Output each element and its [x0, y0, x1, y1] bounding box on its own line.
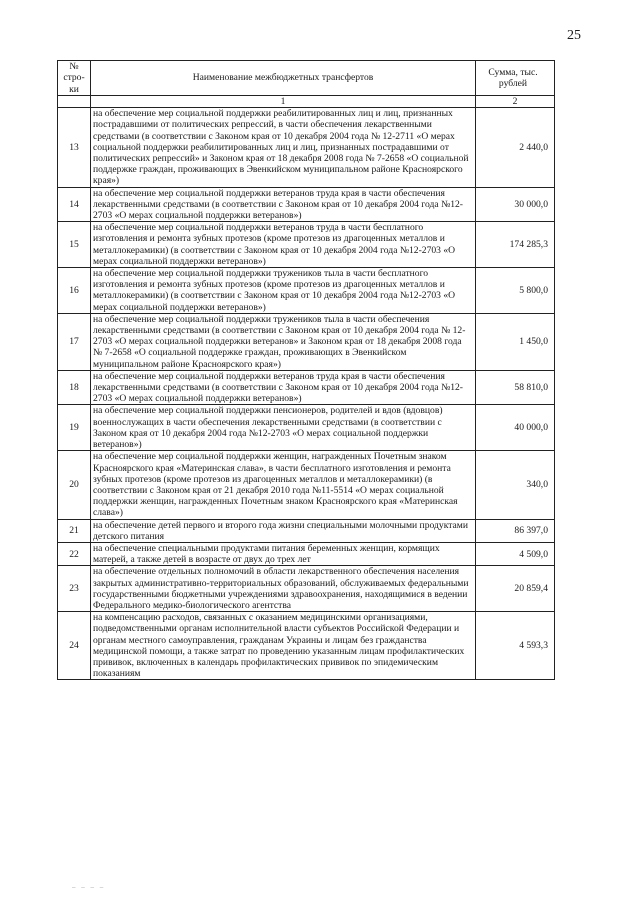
transfer-sum: 86 397,0: [476, 519, 555, 542]
table-row: [58, 313, 555, 370]
table-row: [58, 222, 555, 268]
transfer-name: на обеспечение мер социальной поддержки тружеников тыла в части бесплатного изготовления и ремонта зубных протезов (кроме протезов из драгоценных металлов и металлокерамики) (в соответствии с Законом края от 10 декабря 2004 года №12-2703 «О мерах социальной поддержки ветеранов»): [91, 268, 476, 314]
row-number: 21: [58, 519, 91, 542]
transfer-name: на обеспечение мер социальной поддержки ветеранов труда края в части обеспечения лекарственными средствами (в соответствии с Законом края от 10 декабря 2004 года №12-2703 «О мерах социальной поддержки ветеранов»): [91, 370, 476, 405]
table-row: [58, 187, 555, 222]
header-transfer-name: Наименование межбюджетных трансфертов: [91, 61, 476, 96]
column-index-2: 2: [476, 96, 555, 108]
transfer-sum: 1 450,0: [476, 313, 555, 370]
transfer-name: на обеспечение мер социальной поддержки ветеранов труда в части бесплатного изготовления и ремонта зубных протезов (кроме протезов из драгоценных металлов и металлокерамики) (в соответствии с Законом края от 10 декабря 2004 года №12-2703 «О мерах социальной поддержки ветеранов»): [91, 222, 476, 268]
row-number: 18: [58, 370, 91, 405]
column-index-row: [58, 96, 555, 108]
transfer-name: на обеспечение мер социальной поддержки пенсионеров, родителей и вдов (вдовцов) военнослужащих в части обеспечения лекарственными средствами (в соответствии с Законом края от 10 декабря 2004 года №12-2703 «О мерах социальной поддержки ветеранов»): [91, 405, 476, 451]
table-row: [58, 542, 555, 565]
transfer-name: на компенсацию расходов, связанных с оказанием медицинскими организациями, подведомственными органам исполнительной власти субъектов Российской Федерации и органам местного самоуправления, гражданам Украины и лицам без гражданства медицинской помощи, а также затрат по проведению указанным лицам профилактических прививок, включенных в календарь профилактических прививок по эпидемическим показаниям: [91, 612, 476, 680]
header-row-number: № стро-ки: [58, 61, 91, 96]
row-number: 19: [58, 405, 91, 451]
table-row: [58, 566, 555, 612]
transfer-name: на обеспечение мер социальной поддержки ветеранов труда края в части обеспечения лекарственными средствами (в соответствии с Законом края от 10 декабря 2004 года №12-2703 «О мерах социальной поддержки ветеранов»): [91, 187, 476, 222]
page-number: 25: [567, 28, 581, 43]
transfer-name: на обеспечение мер социальной поддержки реабилитированных лиц и лиц, признанных пострадавшими от политических репрессий, в части обеспечения лекарственными средствами (в соответствии с Законом края от 10 декабря 2004 года № 12-2711 «О мерах социальной поддержки реабилитированных лиц и лиц, признанных пострадавшими от политических репрессий» и Законом края от 18 декабря 2008 года № 7-2658 «О социальной поддержке граждан, проживающих в Эвенкийском муниципальном районе Красноярского края»): [91, 108, 476, 187]
transfer-sum: 20 859,4: [476, 566, 555, 612]
table-row: [58, 370, 555, 405]
row-number: 20: [58, 451, 91, 519]
transfer-sum: 5 800,0: [476, 268, 555, 314]
table-row: [58, 612, 555, 680]
column-index-1: 1: [91, 96, 476, 108]
row-number: 14: [58, 187, 91, 222]
row-number: 24: [58, 612, 91, 680]
scan-artifact: – – – –: [72, 883, 106, 891]
table-row: [58, 451, 555, 519]
transfer-sum: 58 810,0: [476, 370, 555, 405]
header-sum: Сумма, тыс. рублей: [476, 61, 555, 96]
transfer-sum: 4 593,3: [476, 612, 555, 680]
transfer-sum: 174 285,3: [476, 222, 555, 268]
row-number: 15: [58, 222, 91, 268]
transfers-table: [57, 60, 555, 680]
row-number: 17: [58, 313, 91, 370]
table-body: [58, 108, 555, 680]
transfer-sum: 40 000,0: [476, 405, 555, 451]
transfer-name: на обеспечение детей первого и второго года жизни специальными молочными продуктами детского питания: [91, 519, 476, 542]
transfer-sum: 340,0: [476, 451, 555, 519]
table-row: [58, 108, 555, 187]
row-number: 22: [58, 542, 91, 565]
table-row: [58, 268, 555, 314]
transfer-name: на обеспечение мер социальной поддержки женщин, награжденных Почетным знаком Красноярского края «Материнская слава», в части бесплатного изготовления и ремонта зубных протезов (кроме протезов из драгоценных металлов и металлокерамики) (в соответствии с Законом края от 21 декабря 2010 года №11-5514 «О мерах социальной поддержки женщин, награжденных Почетным знаком Красноярского края «Материнская слава»): [91, 451, 476, 519]
row-number: 16: [58, 268, 91, 314]
table-header-row: [58, 61, 555, 96]
transfer-sum: 30 000,0: [476, 187, 555, 222]
row-number: 13: [58, 108, 91, 187]
transfer-name: на обеспечение мер социальной поддержки тружеников тыла в части обеспечения лекарственными средствами (в соответствии с Законом края от 10 декабря 2004 года № 12-2703 «О мерах социальной поддержки ветеранов» и Законом края от 18 декабря 2008 года № 7-2658 «О социальной поддержке граждан, проживающих в Эвенкийском муниципальном районе Красноярского края»): [91, 313, 476, 370]
table-row: [58, 405, 555, 451]
column-index-empty: [58, 96, 91, 108]
transfer-sum: 2 440,0: [476, 108, 555, 187]
transfer-name: на обеспечение специальными продуктами питания беременных женщин, кормящих матерей, а также детей в возрасте от двух до трех лет: [91, 542, 476, 565]
transfer-sum: 4 509,0: [476, 542, 555, 565]
row-number: 23: [58, 566, 91, 612]
transfer-name: на обеспечение отдельных полномочий в области лекарственного обеспечения населения закрытых административно-территориальных образований, обслуживаемых федеральными государственными бюджетными учреждениями здравоохранения, находящимися в ведении Федерального медико-биологического агентства: [91, 566, 476, 612]
table-row: [58, 519, 555, 542]
